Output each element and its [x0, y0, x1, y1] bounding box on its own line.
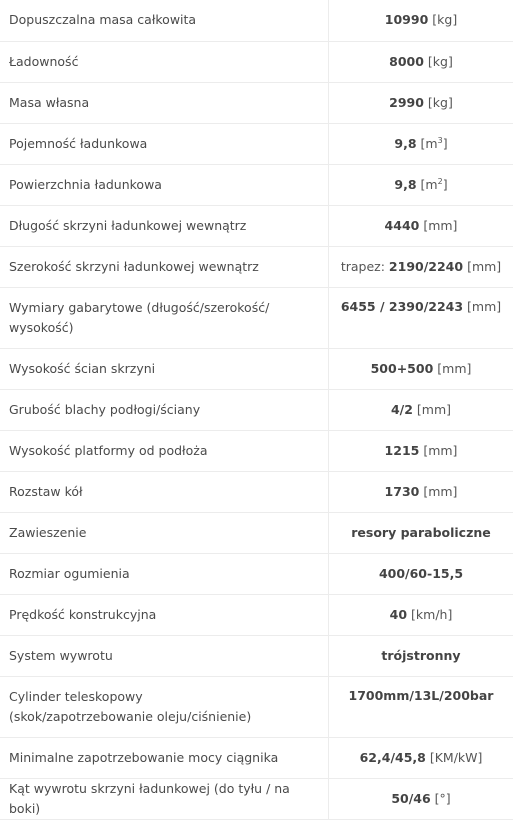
spec-value: [329, 471, 513, 512]
spec-text-value: resory paraboliczne: [351, 524, 491, 540]
spec-row-own-weight: [0, 82, 513, 123]
spec-value: [329, 737, 513, 778]
spec-row-track-width: [0, 471, 513, 512]
spec-row-area: [0, 164, 513, 205]
spec-row-inner-length: [0, 205, 513, 246]
spec-value: [329, 123, 513, 164]
spec-prefix: trapez:: [340, 258, 385, 274]
spec-row-gross-weight: [0, 0, 513, 41]
spec-row-capacity: [0, 123, 513, 164]
spec-label: Ładowność: [0, 41, 329, 82]
spec-number: 2990: [389, 94, 424, 110]
spec-label: Rozmiar ogumienia: [0, 553, 329, 594]
spec-label: Zawieszenie: [0, 512, 329, 553]
spec-value: [329, 512, 513, 553]
spec-row-speed: [0, 594, 513, 635]
spec-value: [329, 594, 513, 635]
spec-value: [329, 246, 513, 287]
spec-row-tyres: [0, 553, 513, 594]
spec-row-tipping-angle: [0, 778, 513, 819]
spec-value: [329, 205, 513, 246]
spec-value: [329, 348, 513, 389]
spec-number: 40: [389, 606, 408, 622]
spec-row-cylinder: [0, 676, 513, 737]
spec-unit: [mm]: [423, 217, 458, 233]
spec-row-platform-height: [0, 430, 513, 471]
spec-number: 1215: [384, 442, 420, 458]
spec-number: 50/46: [391, 790, 431, 806]
spec-unit: $[m^3]$: [420, 135, 448, 151]
spec-label: System wywrotu: [0, 635, 329, 676]
spec-label: Pojemność ładunkowa: [0, 123, 329, 164]
spec-row-wall-height: [0, 348, 513, 389]
spec-text-value: trójstronny: [381, 647, 461, 663]
spec-number: 1730: [384, 483, 420, 499]
spec-unit: [kg]: [432, 12, 458, 28]
spec-number: 9,8: [394, 135, 417, 151]
spec-value: [329, 287, 513, 348]
spec-unit: [mm]: [467, 298, 502, 314]
spec-value: [329, 635, 513, 676]
spec-text-value: 1700mm/13L/200bar: [348, 687, 494, 703]
spec-number: 500+500: [370, 360, 434, 376]
spec-unit: [kg]: [427, 94, 453, 110]
spec-label: Długość skrzyni ładunkowej wewnątrz: [0, 205, 329, 246]
spec-label: Kąt wywrotu skrzyni ładunkowej (do tyłu / na boki): [0, 778, 329, 819]
spec-row-dimensions: [0, 287, 513, 348]
spec-label: Rozstaw kół: [0, 471, 329, 512]
spec-row-tractor-power: [0, 737, 513, 778]
spec-unit: [°]: [434, 790, 451, 806]
spec-number: 4440: [384, 217, 420, 233]
spec-label: Wysokość platformy od podłoża: [0, 430, 329, 471]
spec-label: Wysokość ścian skrzyni: [0, 348, 329, 389]
spec-number: 10990: [384, 12, 429, 28]
spec-unit: [KM/kW]: [429, 749, 483, 765]
spec-label: Grubość blachy podłogi/ściany: [0, 389, 329, 430]
spec-label: Prędkość konstrukcyjna: [0, 594, 329, 635]
spec-number: 8000: [389, 53, 424, 69]
spec-value: [329, 41, 513, 82]
spec-number: 62,4/45,8: [359, 749, 426, 765]
spec-value: [329, 778, 513, 819]
spec-unit: $[m^2]$: [420, 176, 448, 192]
spec-label: Wymiary gabarytowe (długość/szerokość/ wysokość): [0, 287, 329, 348]
spec-label: Cylinder teleskopowy (skok/zapotrzebowanie oleju/ciśnienie): [0, 676, 329, 737]
spec-unit: [mm]: [423, 442, 458, 458]
spec-number: 9,8: [394, 176, 417, 192]
spec-row-suspension: [0, 512, 513, 553]
spec-label: Szerokość skrzyni ładunkowej wewnątrz: [0, 246, 329, 287]
spec-number: 2190/2240: [388, 258, 464, 274]
spec-value: [329, 164, 513, 205]
spec-label: Masa własna: [0, 82, 329, 123]
spec-label: Dopuszczalna masa całkowita: [0, 0, 329, 41]
spec-number: 4/2: [390, 401, 413, 417]
spec-row-sheet-thickness: [0, 389, 513, 430]
spec-row-inner-width: [0, 246, 513, 287]
spec-row-payload: [0, 41, 513, 82]
spec-value: [329, 389, 513, 430]
spec-unit: [mm]: [423, 483, 458, 499]
spec-unit: [mm]: [416, 401, 452, 417]
spec-value: [329, 676, 513, 737]
spec-text-value: 400/60-15,5: [378, 565, 464, 581]
spec-value: [329, 82, 513, 123]
spec-value: [329, 553, 513, 594]
spec-value: [329, 430, 513, 471]
spec-value: [329, 0, 513, 41]
spec-unit: [mm]: [467, 258, 502, 274]
spec-label: Powierzchnia ładunkowa: [0, 164, 329, 205]
spec-unit: [mm]: [437, 360, 472, 376]
spec-number: 6455 / 2390/2243: [340, 298, 464, 314]
spec-unit: [kg]: [427, 53, 453, 69]
spec-unit: [km/h]: [411, 606, 453, 622]
spec-row-tipping-system: [0, 635, 513, 676]
spec-label: Minimalne zapotrzebowanie mocy ciągnika: [0, 737, 329, 778]
